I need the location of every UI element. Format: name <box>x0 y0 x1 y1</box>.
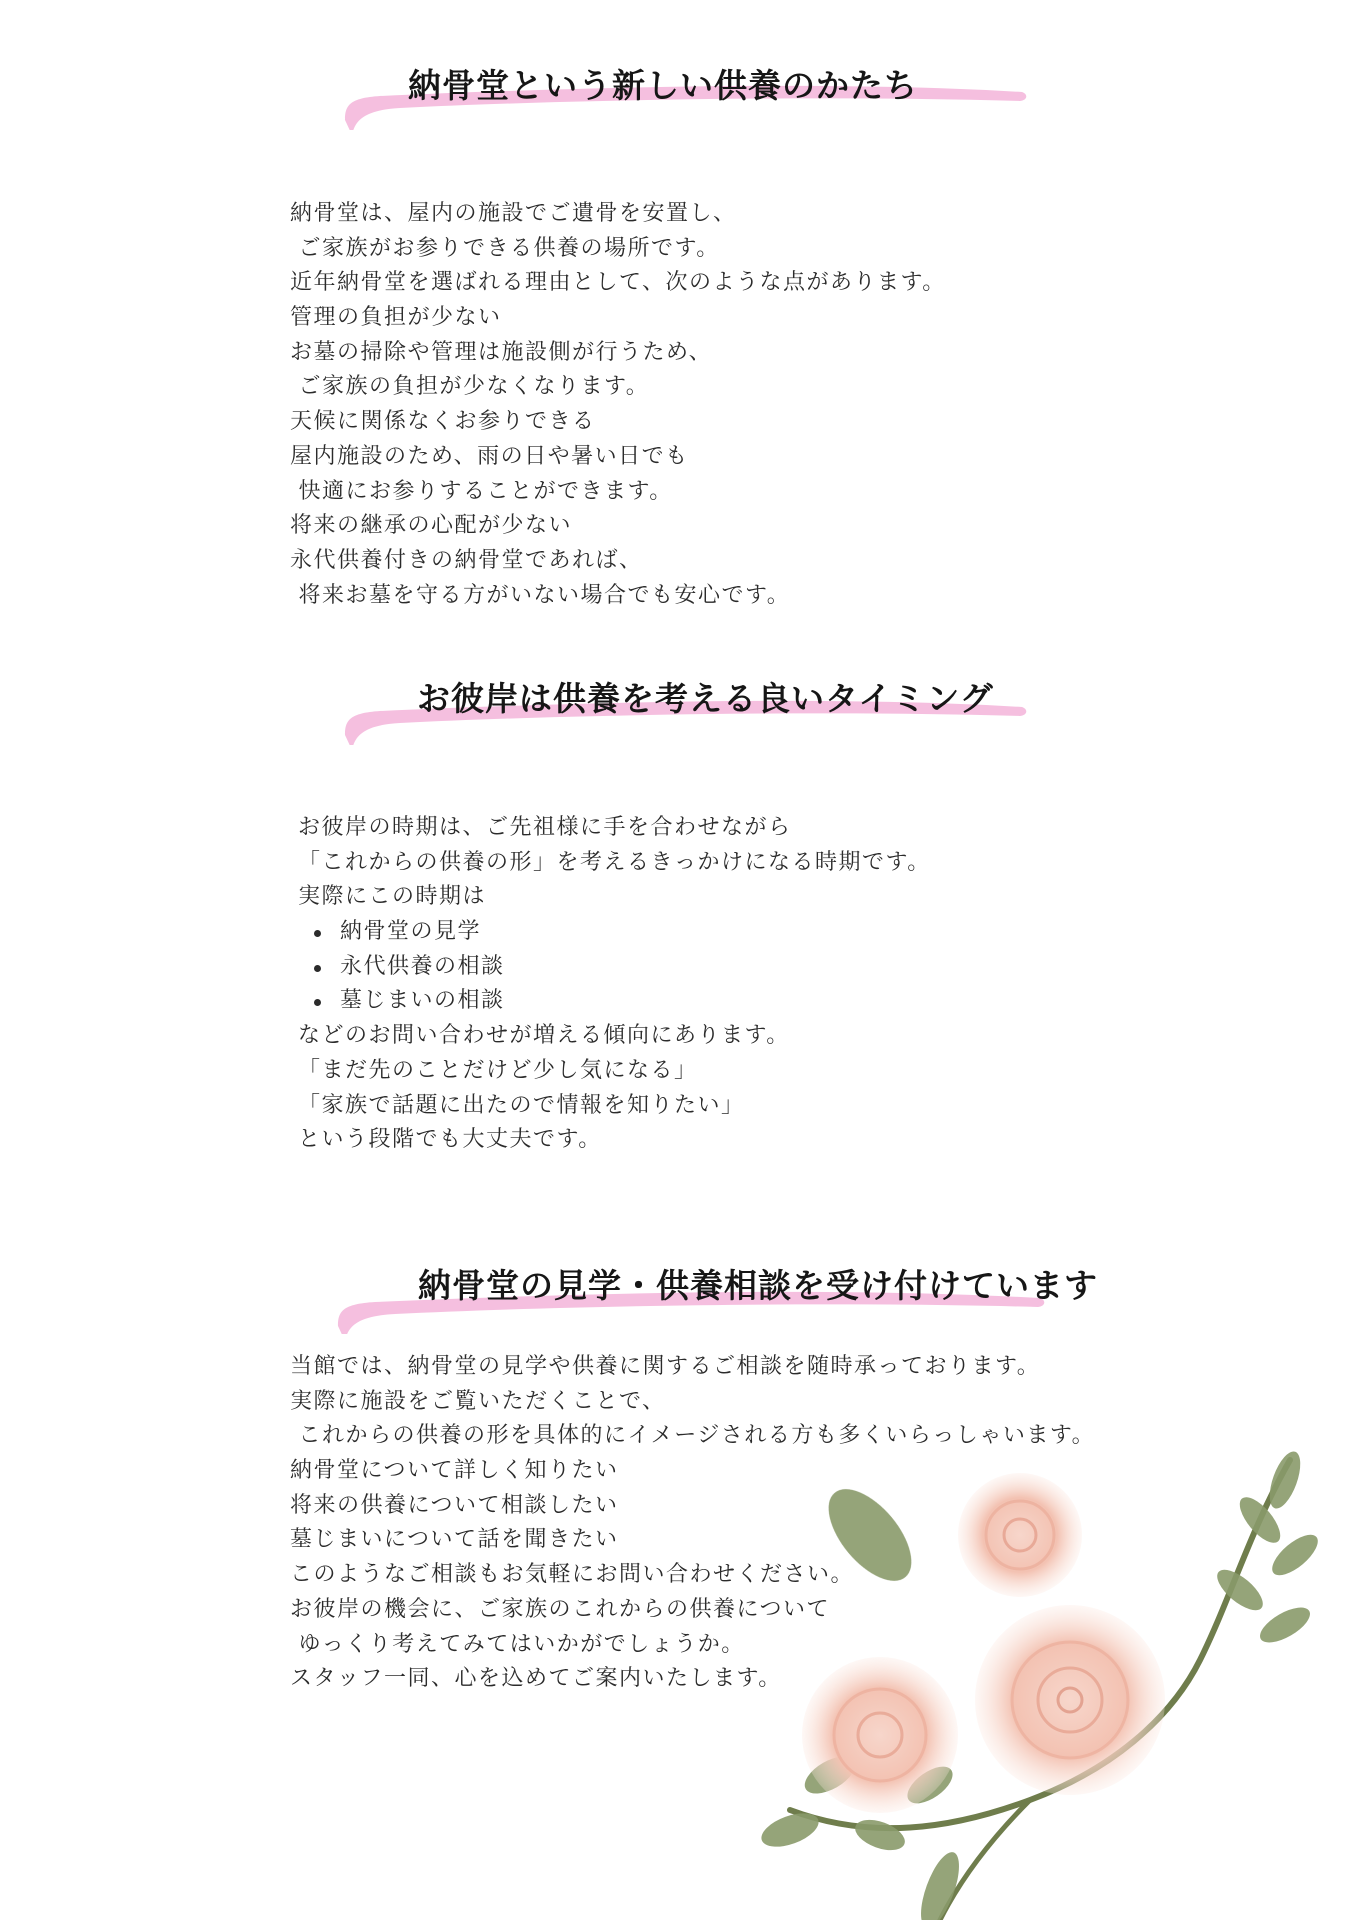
text-line: ご家族の負担が少なくなります。 <box>290 374 650 400</box>
text-line: 「これからの供養の形」を考えるきっかけになる時期です。 <box>298 849 931 875</box>
section-1-title: 納骨堂という新しい供養のかたち <box>408 66 918 105</box>
text-line: ゆっくり考えてみてはいかがでしょうか。 <box>290 1631 745 1657</box>
text-line: お墓の掃除や管理は施設側が行うため、 <box>290 339 713 365</box>
text-line: 快適にお参りすることができます。 <box>290 478 673 504</box>
text-line: ご家族がお参りできる供養の場所です。 <box>290 235 720 261</box>
text-line: などのお問い合わせが増える傾向にあります。 <box>298 1023 790 1049</box>
section-1-body <box>290 197 946 613</box>
text-line: 将来の供養について相談したい <box>290 1492 619 1518</box>
text-line: 将来の継承の心配が少ない <box>290 513 573 539</box>
bullet-icon <box>314 930 321 937</box>
text-line: という段階でも大丈夫です。 <box>298 1127 602 1153</box>
rose-flower-icon <box>730 1440 1357 1920</box>
bullet-icon <box>314 999 321 1006</box>
text-line: お彼岸の時期は、ご先祖様に手を合わせながら <box>298 815 792 840</box>
section-3-heading-area <box>0 1254 1357 1334</box>
text-line: 実際にこの時期は <box>298 884 487 910</box>
section-1-heading-area <box>0 50 1357 130</box>
text-line: 当館では、納骨堂の見学や供養に関するご相談を随時承っております。 <box>290 1354 1041 1379</box>
text-line: 墓じまいについて話を聞きたい <box>290 1527 619 1553</box>
section-2-heading-area <box>0 665 1357 745</box>
text-line: お彼岸の機会に、ご家族のこれからの供養について <box>290 1596 831 1622</box>
section-3-title: 納骨堂の見学・供養相談を受け付けています <box>418 1266 1098 1305</box>
text-line: 将来お墓を守る方がいない場合でも安心です。 <box>290 582 791 608</box>
text-line: 「まだ先のことだけど少し気になる」 <box>298 1057 698 1083</box>
text-line: 納骨堂は、屋内の施設でご遺骨を安置し、 <box>290 201 737 226</box>
text-line: このようなご相談もお気軽にお問い合わせください。 <box>290 1562 855 1588</box>
text-line: 納骨堂について詳しく知りたい <box>290 1458 619 1484</box>
text-line: スタッフ一同、心を込めてご案内いたします。 <box>290 1666 782 1692</box>
section-2-body <box>298 811 931 1158</box>
text-line: 永代供養付きの納骨堂であれば、 <box>290 547 643 573</box>
bullet-icon <box>314 965 321 972</box>
text-line: 管理の負担が少ない <box>290 305 502 331</box>
text-line: 実際に施設をご覧いただくことで、 <box>290 1388 666 1414</box>
text-line: これからの供養の形を具体的にイメージされる方も多くいらっしゃいます。 <box>290 1423 1096 1449</box>
list-item: 納骨堂の見学 <box>298 915 931 950</box>
text-line: 「家族で話題に出たので情報を知りたい」 <box>298 1092 745 1118</box>
list-item: 墓じまいの相談 <box>298 984 931 1019</box>
bullet-list <box>298 915 931 1019</box>
list-item: 永代供養の相談 <box>298 950 931 985</box>
section-2-title: お彼岸は供養を考える良いタイミング <box>417 679 994 718</box>
text-line: 天候に関係なくお参りできる <box>290 409 596 435</box>
text-line: 近年納骨堂を選ばれる理由として、次のような点があります。 <box>290 270 946 296</box>
text-line: 屋内施設のため、雨の日や暑い日でも <box>290 443 689 469</box>
